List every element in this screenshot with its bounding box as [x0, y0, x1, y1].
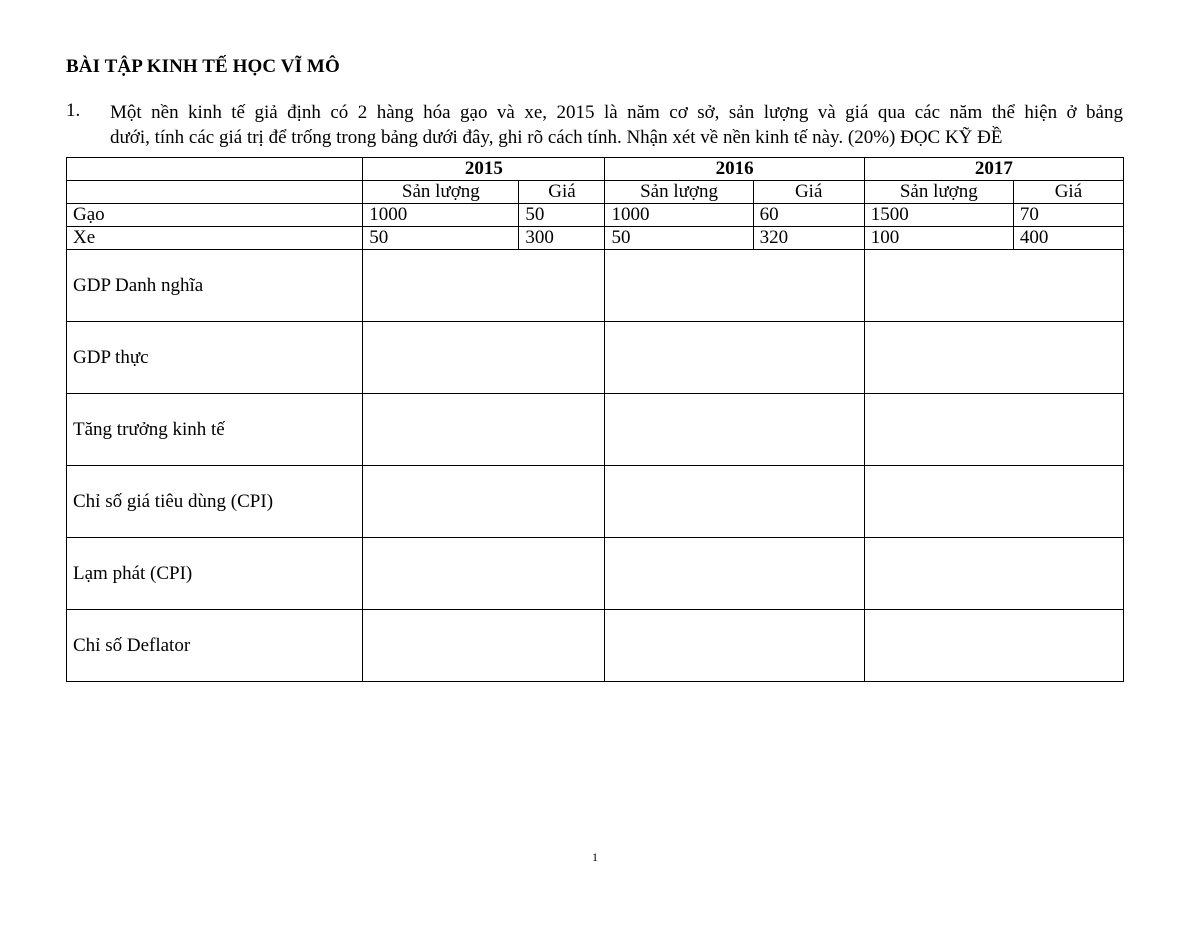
year-header-row	[67, 158, 1124, 181]
table-row-gao	[67, 204, 1124, 227]
cell-value: 50	[605, 227, 753, 250]
corner-cell	[67, 158, 363, 181]
indicator-label: GDP thực	[67, 322, 363, 394]
indicator-row-inflation	[67, 538, 1124, 610]
cell-value: 1000	[605, 204, 753, 227]
question-line-2: dưới, tính các giá trị để trống trong bảng dưới đây, ghi rõ cách tính. Nhận xét về nền kinh tế này. (20%) ĐỌC KỸ ĐỀ	[110, 127, 1003, 148]
cell-value: 50	[363, 227, 519, 250]
cell-value: 50	[519, 204, 605, 227]
year-header-2017: 2017	[864, 158, 1123, 181]
answer-cell-2017[interactable]	[864, 250, 1123, 322]
year-header-2016: 2016	[605, 158, 864, 181]
table-row-xe	[67, 227, 1124, 250]
indicator-row-nominal-gdp	[67, 250, 1124, 322]
data-table	[66, 157, 1124, 682]
indicator-label: Tăng trưởng kinh tế	[67, 394, 363, 466]
document-title: BÀI TẬP KINH TẾ HỌC VĨ MÔ	[66, 56, 340, 77]
question-number: 1.	[66, 100, 81, 121]
answer-cell-2016[interactable]	[605, 466, 864, 538]
year-header-2015: 2015	[363, 158, 605, 181]
answer-cell-2015[interactable]	[363, 322, 605, 394]
page-number: 1	[592, 850, 598, 864]
answer-cell-2016[interactable]	[605, 610, 864, 682]
indicator-row-growth	[67, 394, 1124, 466]
answer-cell-2017[interactable]	[864, 466, 1123, 538]
answer-cell-2015[interactable]	[363, 610, 605, 682]
answer-cell-2015[interactable]	[363, 250, 605, 322]
indicator-row-real-gdp	[67, 322, 1124, 394]
cell-value: 60	[753, 204, 864, 227]
indicator-label: Chỉ số giá tiêu dùng (CPI)	[67, 466, 363, 538]
answer-cell-2016[interactable]	[605, 250, 864, 322]
sub-header-price: Giá	[753, 181, 864, 204]
cell-value: 1500	[864, 204, 1013, 227]
sub-header-empty	[67, 181, 363, 204]
indicator-label: Lạm phát (CPI)	[67, 538, 363, 610]
answer-cell-2015[interactable]	[363, 538, 605, 610]
indicator-row-cpi	[67, 466, 1124, 538]
sub-header-quantity: Sản lượng	[605, 181, 753, 204]
answer-cell-2016[interactable]	[605, 322, 864, 394]
answer-cell-2017[interactable]	[864, 322, 1123, 394]
answer-cell-2015[interactable]	[363, 466, 605, 538]
sub-header-quantity: Sản lượng	[864, 181, 1013, 204]
cell-value: 320	[753, 227, 864, 250]
good-name: Xe	[67, 227, 363, 250]
good-name: Gạo	[67, 204, 363, 227]
question-text	[110, 100, 1123, 150]
indicator-row-deflator	[67, 610, 1124, 682]
indicator-label: Chỉ số Deflator	[67, 610, 363, 682]
cell-value: 300	[519, 227, 605, 250]
answer-cell-2017[interactable]	[864, 538, 1123, 610]
cell-value: 1000	[363, 204, 519, 227]
answer-cell-2017[interactable]	[864, 394, 1123, 466]
question-line-1: Một nền kinh tế giả định có 2 hàng hóa gạo và xe, 2015 là năm cơ sở, sản lượng và giá qua các năm thể hiện ở bảng	[110, 102, 1123, 123]
sub-header-price: Giá	[1013, 181, 1123, 204]
cell-value: 70	[1013, 204, 1123, 227]
cell-value: 400	[1013, 227, 1123, 250]
answer-cell-2017[interactable]	[864, 610, 1123, 682]
answer-cell-2015[interactable]	[363, 394, 605, 466]
answer-cell-2016[interactable]	[605, 394, 864, 466]
indicator-label: GDP Danh nghĩa	[67, 250, 363, 322]
answer-cell-2016[interactable]	[605, 538, 864, 610]
sub-header-quantity: Sản lượng	[363, 181, 519, 204]
cell-value: 100	[864, 227, 1013, 250]
sub-header-price: Giá	[519, 181, 605, 204]
sub-header-row	[67, 181, 1124, 204]
